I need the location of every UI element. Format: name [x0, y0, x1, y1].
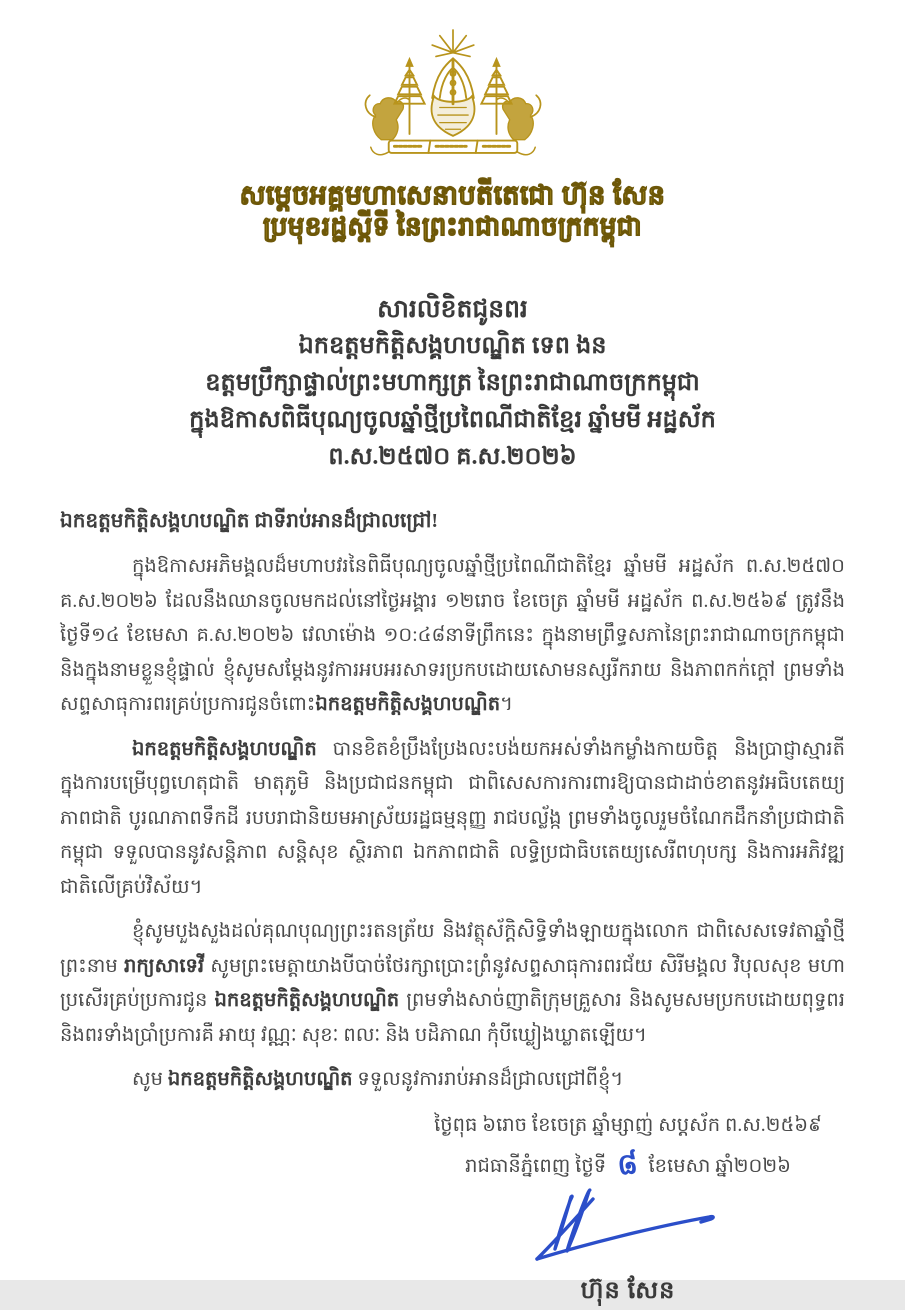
body-paragraph: សូម ឯកឧត្តមកិត្តិសង្គហបណ្ឌិត ទទួលនូវការរាប់អានដ៏ជ្រាលជ្រៅពីខ្ញុំ។ — [132, 1069, 624, 1090]
salutation: ឯកឧត្តមកិត្តិសង្គហបណ្ឌិត ជាទីរាប់អានដ៏ជ្រាលជ្រៅ! — [60, 510, 439, 532]
body-paragraph: ខ្ញុំសូមបួងសួងដល់គុណបុណ្យព្រះរតនត្រ័យ និងវត្ថុស័ក្តិសិទ្ធិទាំងឡាយក្នុងលោក ជាពិសេសទេវតាឆ្នាំថ្មីព្រះនាម រាក្យសាទេវី សូមព្រះមេត្តាយាងបីបាច់ថែរក្សាប្រោះព្រំនូវសព្ទសាធុការពរជ័យ សិរីមង្គល វិបុលសុខ មហាប្រសើរគ្រប់ប្រការជូន ឯកឧត្តមកិត្តិសង្គហបណ្ឌិត ព្រមទាំងសាច់ញាតិក្រុមគ្រួសារ និងសូមសមប្រកបដោយពុទ្ធពរ និងពរទាំងប្រាំប្រការគឺ អាយុ វណ្ណៈ សុខៈ ពលៈ និង បដិភាណ កុំបីឃ្លៀងឃ្លាតឡើយ។ — [60, 921, 845, 1046]
letterhead — [0, 179, 905, 243]
letterhead-title-line: ប្រមុខរដ្ឋស្តីទី នៃព្រះរាជាណាចក្រកម្ពុជា — [263, 212, 642, 241]
title-line: ឯកឧត្តមកិត្តិសង្គហបណ្ឌិត ទេព ងន — [298, 333, 607, 359]
royal-arms-of-cambodia-emblem — [349, 26, 557, 172]
handwritten-signature — [513, 1187, 743, 1275]
date-prefix: រាជធានីភ្នំពេញ ថ្ងៃទី — [465, 1155, 607, 1177]
letter-title-block — [0, 291, 905, 476]
date-suffix: ខែមេសា ឆ្នាំ២០២៦ — [648, 1155, 791, 1177]
letterhead-name-line: សម្តេចអគ្គមហាសេនាបតីតេជោ ហ៊ុន សែន — [239, 180, 666, 210]
lunar-date-line: ថ្ងៃពុធ ៦រោច ខែចេត្រ ឆ្នាំម្សាញ់ សប្តស័ក ព.ស.២៥៦៩ — [434, 1114, 822, 1136]
body-paragraphs — [60, 550, 845, 1098]
signer-name: ហ៊ុន សែន — [580, 1277, 676, 1304]
title-line: ឧត្តមប្រឹក្សាផ្ទាល់ព្រះមហាក្សត្រ នៃព្រះរាជាណាចក្រកម្ពុជា — [205, 370, 700, 396]
body-paragraph: ឯកឧត្តមកិត្តិសង្គហបណ្ឌិត បានខិតខំប្រឹងប្រែងលះបង់យកអស់ទាំងកម្លាំងកាយចិត្ត និងប្រាជ្ញាស្មារតី ក្នុងការបម្រើបុព្វហេតុជាតិ មាតុភូមិ និងប្រជាជនកម្ពុជា ជាពិសេសការការពារឱ្យបានជាដាច់ខាតនូវអធិបតេយ្យភាពជាតិ បូរណភាពទឹកដី របបរាជានិយមអាស្រ័យរដ្ឋធម្មនុញ្ញ រាជបល្ល័ង្ក ព្រមទាំងចូលរួមចំណែកដឹកនាំប្រជាជាតិកម្ពុជា ទទួលបាននូវសន្តិភាព សន្តិសុខ ស្ថិរភាព ឯកភាពជាតិ លទ្ធិប្រជាធិបតេយ្យសេរីពហុបក្ស និងការអភិវឌ្ឍជាតិលើគ្រប់វិស័យ។ — [60, 738, 845, 898]
title-line: ក្នុងឱកាសពិធីបុណ្យចូលឆ្នាំថ្មីប្រពៃណីជាតិខ្មែរ ឆ្នាំមមី អដ្ឋស័ក — [189, 407, 716, 433]
civil-date-line — [393, 1144, 863, 1185]
handwritten-day-numeral: ៨ — [615, 1145, 640, 1182]
emblem-container — [0, 0, 905, 177]
body-paragraph: ក្នុងឱកាសអភិមង្គលដ៏មហាបវរនៃពិធីបុណ្យចូលឆ្នាំថ្មីប្រពៃណីជាតិខ្មែរ ឆ្នាំមមី អដ្ឋស័ក ព.ស.២៥៧០ គ.ស.២០២៦ ដែលនឹងឈានចូលមកដល់នៅថ្ងៃអង្គារ ១២រោច ខែចេត្រ ឆ្នាំមមី អដ្ឋស័ក ព.ស.២៥៦៩ ត្រូវនឹងថ្ងៃទី១៤ ខែមេសា គ.ស.២០២៦ វេលាម៉ោង ១០:៤៨នាទីព្រឹកនេះ ក្នុងនាមព្រឹទ្ធសភានៃព្រះរាជាណាចក្រកម្ពុជា និងក្នុងនាមខ្លួនខ្ញុំផ្ទាល់ ខ្ញុំសូមសម្តែងនូវការអបអរសាទរប្រកបដោយសោមនស្សរីករាយ និងភាពកក់ក្តៅ ព្រមទាំងសព្ទសាធុការពរគ្រប់ប្រការជូនចំពោះឯកឧត្តមកិត្តិសង្គហបណ្ឌិត។ — [60, 556, 845, 715]
title-line: សារលិខិតជូនពរ — [377, 296, 528, 323]
letter-body — [0, 504, 905, 1098]
signature-area — [393, 1187, 863, 1275]
signature-column — [393, 1108, 863, 1310]
title-line: ព.ស.២៥៧០ គ.ស.២០២៦ — [328, 444, 577, 470]
